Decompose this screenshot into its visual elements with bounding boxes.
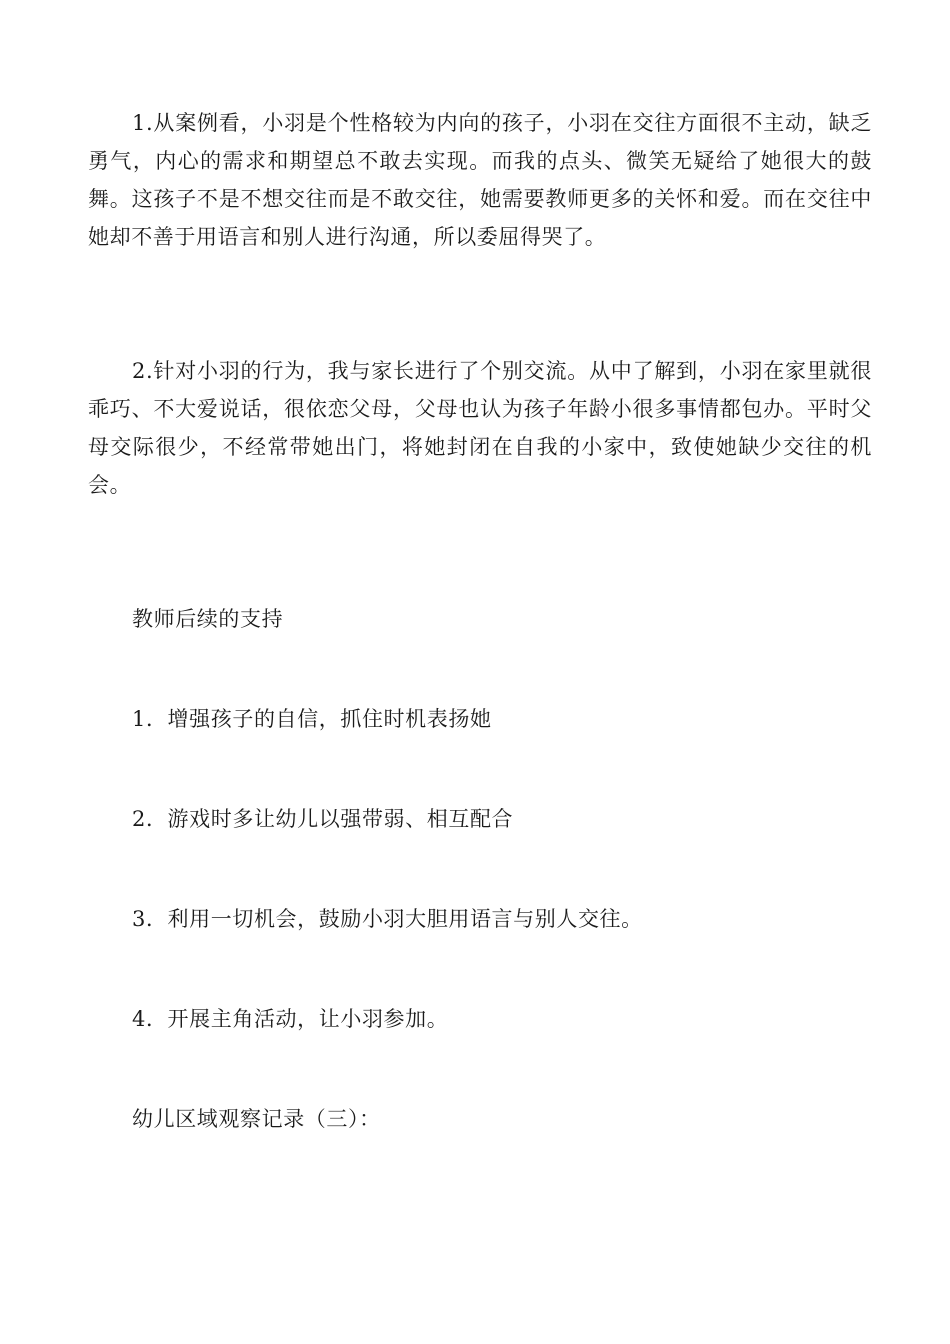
next-section-heading: 幼儿区域观察记录（三）： — [132, 1107, 381, 1131]
support-item-2: 2．游戏时多让幼儿以强带弱、相互配合 — [132, 807, 514, 831]
support-item-3: 3．利用一切机会，鼓励小羽大胆用语言与别人交往。 — [132, 907, 643, 931]
case-analysis-paragraph-2: 2.针对小羽的行为，我与家长进行了个别交流。从中了解到，小羽在家里就很乖巧、不大爱说话，很依恋父母，父母也认为孩子年龄小很多事情都包办。平时父母交际很少，不经常带她出门，将她封闭在自我的小家中，致使她缺少交往的机会。 — [88, 359, 872, 497]
case-analysis-paragraph-1: 1.从案例看，小羽是个性格较为内向的孩子，小羽在交往方面很不主动，缺乏勇气，内心的需求和期望总不敢去实现。而我的点头、微笑无疑给了她很大的鼓舞。这孩子不是不想交往而是不敢交往，她需要教师更多的关怀和爱。而在交往中她却不善于用语言和别人进行沟通，所以委屈得哭了。 — [88, 111, 872, 249]
section-heading: 教师后续的支持 — [132, 607, 284, 631]
support-item-1: 1．增强孩子的自信，抓住时机表扬她 — [132, 707, 492, 731]
support-item-4: 4．开展主角活动，让小羽参加。 — [132, 1007, 449, 1031]
